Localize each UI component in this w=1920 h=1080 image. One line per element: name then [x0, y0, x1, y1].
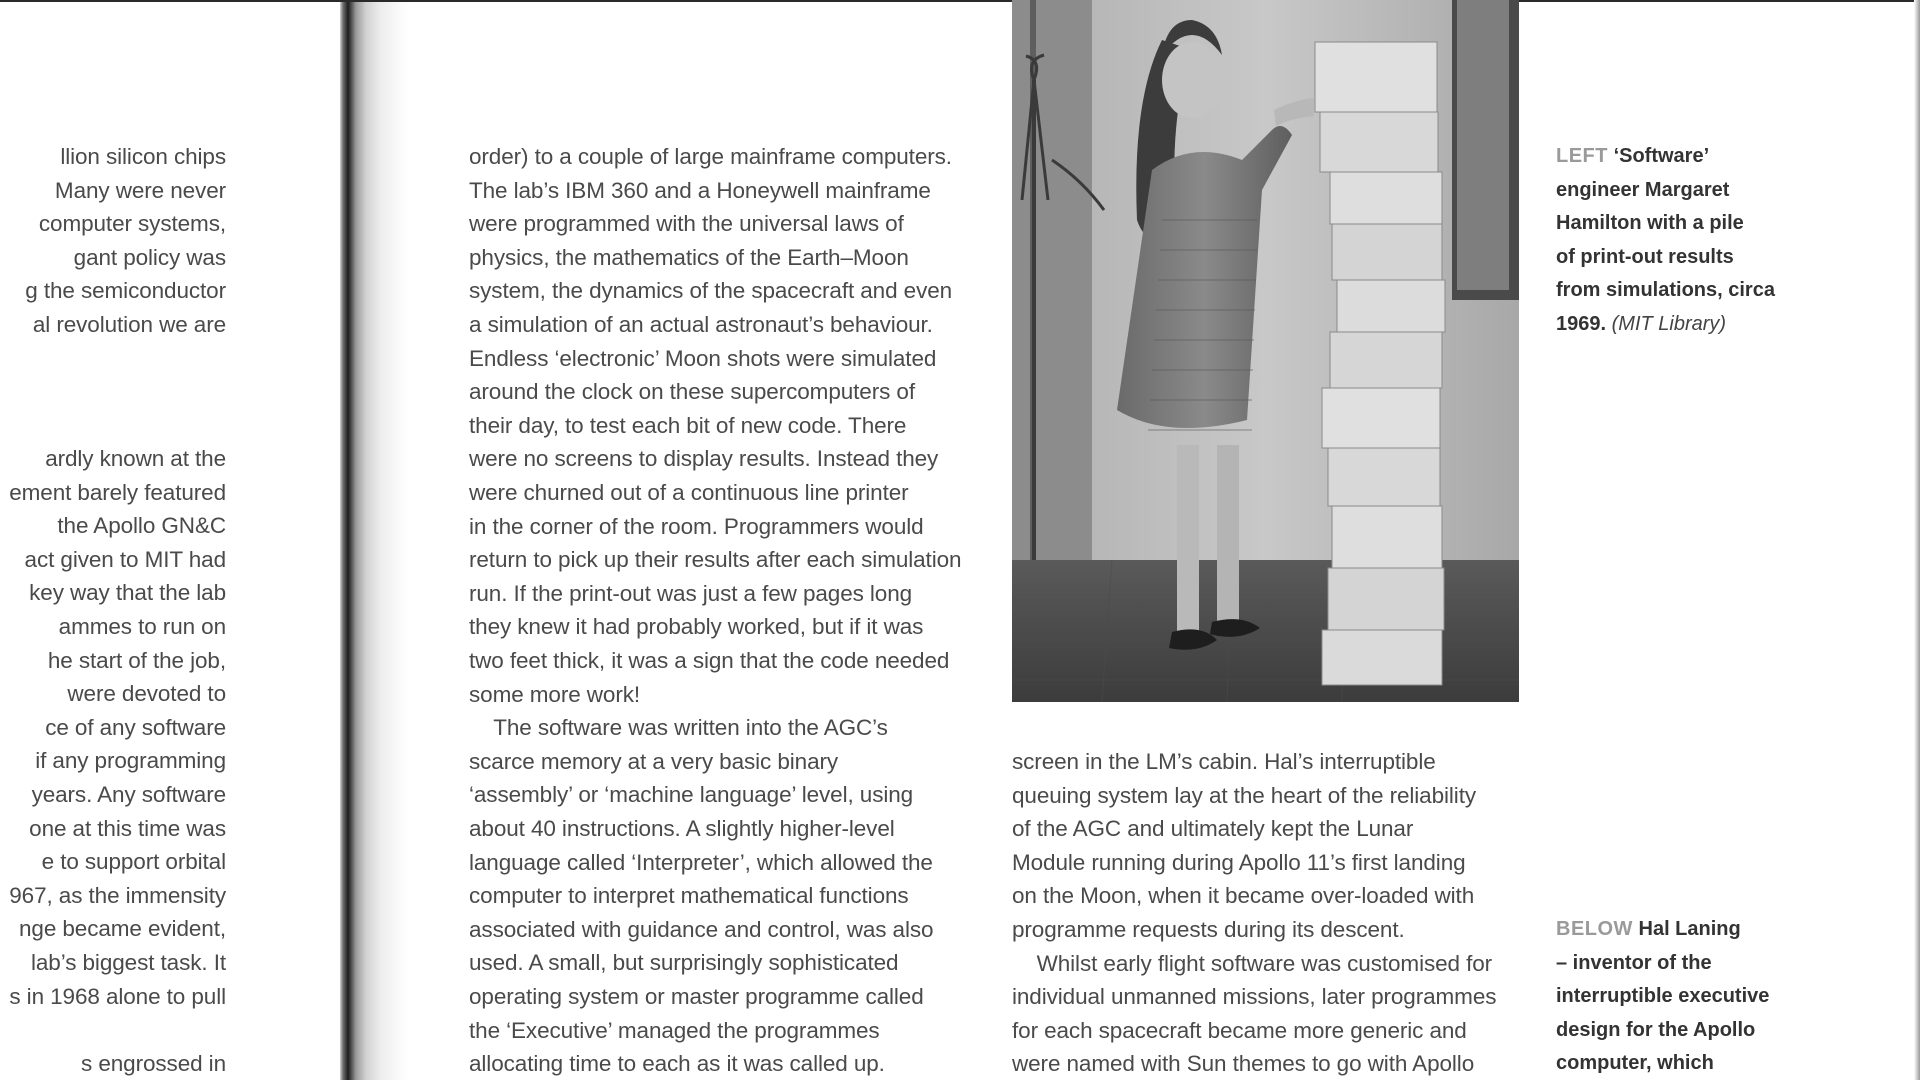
left-line: gant policy was: [73, 244, 226, 270]
body-line: Module running during Apollo 11’s first landing: [1012, 849, 1466, 875]
left-line: s in 1968 alone to pull: [9, 983, 226, 1009]
body-line: run. If the print-out was just a few pages long: [469, 580, 913, 606]
left-line: ement barely featured: [9, 479, 226, 505]
left-line: ardly known at the: [45, 446, 226, 471]
body-line: on the Moon, when it became over-loaded with: [1012, 883, 1475, 909]
caption-line: [1556, 913, 1741, 947]
right-column: [1012, 745, 1532, 1080]
caption-line: Hamilton with a pile: [1556, 212, 1744, 235]
body-line: order) to a couple of large mainframe computers.: [469, 144, 952, 169]
caption-text: 1969.: [1556, 313, 1607, 335]
middle-column: [469, 140, 989, 1080]
body-line: used. A small, but surprisingly sophisticated: [469, 950, 899, 976]
left-line: Many were never: [54, 177, 226, 203]
body-line: queuing system lay at the heart of the reliability: [1012, 782, 1477, 808]
caption-line: [1556, 308, 1726, 342]
body-line: The software was written into the AGC’s: [469, 715, 888, 741]
left-line: nge became evident,: [19, 916, 226, 942]
book-spine-gutter: [340, 0, 410, 1080]
body-line: they knew it had probably worked, but if it was: [469, 614, 924, 640]
left-line: the Apollo GN&C: [57, 513, 226, 539]
photo-illustration: [1012, 0, 1519, 702]
body-line: The lab’s IBM 360 and a Honeywell mainframe: [469, 177, 931, 203]
body-line: in the corner of the room. Programmers would: [469, 513, 924, 539]
caption-line: [1556, 140, 1709, 174]
caption-text: Hal Laning: [1638, 918, 1741, 940]
margaret-hamilton-photo: [1012, 0, 1519, 702]
left-line: lab’s biggest task. It: [31, 950, 226, 975]
left-line: ce of any software: [45, 714, 226, 740]
printout-stack: [1315, 42, 1445, 685]
body-line: were no screens to display results. Instead they: [469, 446, 939, 472]
left-line: 967, as the immensity: [9, 882, 226, 908]
body-line: a simulation of an actual astronaut’s behaviour.: [469, 312, 933, 337]
left-line: computer systems,: [38, 211, 226, 237]
left-line: ammes to run on: [58, 614, 226, 639]
body-line: some more work!: [469, 681, 641, 707]
caption-line: – inventor of the: [1556, 951, 1712, 974]
photo-credit: (MIT Library): [1611, 313, 1727, 335]
caption-line: computer, which: [1556, 1052, 1714, 1075]
body-line: ‘assembly’ or ‘machine language’ level, using: [469, 782, 914, 808]
body-line: allocating time to each as it was called up.: [469, 1051, 885, 1077]
body-line: physics, the mathematics of the Earth–Moon: [469, 244, 909, 270]
left-page: [0, 0, 345, 1080]
body-line: system, the dynamics of the spacecraft and even: [469, 278, 953, 304]
left-line: were devoted to: [67, 681, 226, 707]
caption-line: from simulations, circa: [1556, 279, 1775, 302]
caption-left: [1556, 140, 1856, 350]
caption-below: [1556, 913, 1856, 1080]
body-line: their day, to test each bit of new code. There: [469, 412, 907, 438]
caption-line: engineer Margaret: [1556, 178, 1730, 201]
body-line: individual unmanned missions, later programmes: [1012, 984, 1497, 1010]
left-line: he start of the job,: [47, 647, 226, 673]
left-line: one at this time was: [29, 815, 226, 841]
body-line: scarce memory at a very basic binary: [469, 748, 839, 774]
caption-text: ‘Software’: [1613, 145, 1710, 167]
body-line: programme requests during its descent.: [1012, 917, 1405, 942]
caption-line: design for the Apollo: [1556, 1018, 1756, 1041]
page-top-edge: [0, 0, 1920, 2]
left-line: years. Any software: [31, 782, 226, 807]
body-line: Endless ‘electronic’ Moon shots were simulated: [469, 345, 937, 371]
left-line: g the semiconductor: [25, 278, 226, 304]
body-line: were churned out of a continuous line printer: [469, 480, 909, 505]
body-line: screen in the LM’s cabin. Hal’s interruptible: [1012, 749, 1436, 774]
body-line: of the AGC and ultimately kept the Lunar: [1012, 816, 1414, 842]
body-line: Whilst early flight software was customised for: [1012, 950, 1493, 976]
left-line: act given to MIT had: [24, 546, 226, 572]
caption-line: of print-out results: [1556, 245, 1734, 268]
body-line: about 40 instructions. A slightly higher-level: [469, 816, 895, 841]
body-line: associated with guidance and control, was also: [469, 916, 934, 942]
caption-line: interruptible executive: [1556, 985, 1770, 1008]
page-right-edge: [1914, 0, 1920, 1080]
body-line: were programmed with the universal laws of: [469, 211, 904, 237]
left-line: llion silicon chips: [60, 144, 226, 169]
body-line: operating system or master programme called: [469, 984, 924, 1009]
body-line: were named with Sun themes to go with Apollo: [1012, 1051, 1475, 1077]
body-line: two feet thick, it was a sign that the code needed: [469, 648, 950, 673]
left-line: al revolution we are: [32, 312, 226, 337]
body-line: the ‘Executive’ managed the programmes: [469, 1017, 880, 1043]
body-line: around the clock on these supercomputers of: [469, 379, 915, 405]
left-line: key way that the lab: [29, 580, 226, 606]
caption-key: BELOW: [1556, 918, 1633, 940]
left-line: if any programming: [35, 748, 226, 774]
left-line: s engrossed in: [81, 1050, 226, 1076]
caption-key: LEFT: [1556, 145, 1608, 167]
left-line: e to support orbital: [41, 849, 226, 875]
left-page-text: [0, 140, 226, 1080]
body-line: language called ‘Interpreter’, which allowed the: [469, 849, 933, 875]
body-line: computer to interpret mathematical functions: [469, 883, 909, 909]
body-line: for each spacecraft became more generic and: [1012, 1017, 1467, 1043]
body-line: return to pick up their results after each simulation: [469, 547, 962, 573]
